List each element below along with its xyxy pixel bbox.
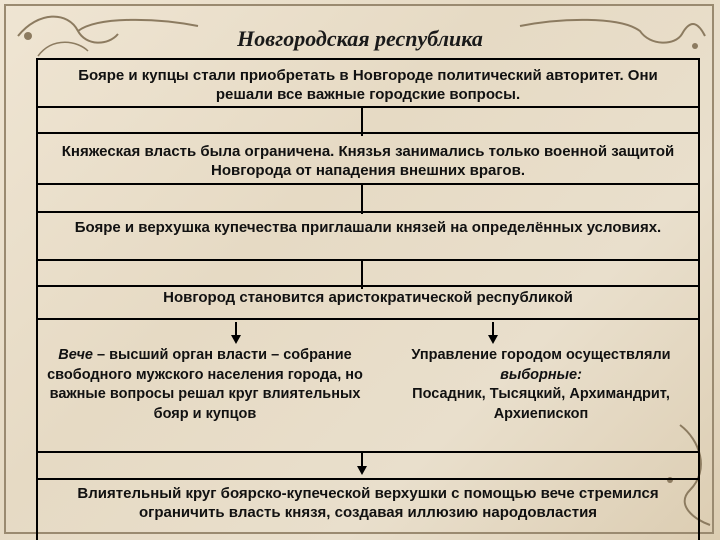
- separator-7: [36, 318, 700, 320]
- connector-3: [361, 259, 363, 289]
- separator-3: [36, 183, 700, 185]
- box-elected-officials: [406, 346, 676, 424]
- separator-9: [36, 478, 700, 480]
- officials-elected-term: выборные:: [500, 366, 582, 383]
- veche-term: Вече: [58, 347, 93, 363]
- box-conclusion: Влиятельный круг боярско-купеческой верхушки с помощью вече стремился ограничить власть князя, создавая иллюзию народовластия: [77, 485, 659, 521]
- separator-6: [36, 285, 700, 287]
- box-inviting-princes: Бояре и верхушка купечества приглашали князей на определённых условиях.: [74, 219, 662, 236]
- separator-4: [36, 211, 700, 213]
- separator-1: [36, 106, 700, 108]
- officials-intro: Управление городом осуществляли: [411, 347, 671, 363]
- page-title: Новгородская республика: [237, 26, 483, 51]
- box-boyars-merchants: Бояре и купцы стали приобретать в Новгороде политический авторитет. Они решали все важные городские вопросы.: [78, 67, 658, 103]
- officials-list: Посадник, Тысяцкий, Архимандрит, Архиепископ: [412, 386, 670, 422]
- separator-5: [36, 259, 700, 261]
- box-veche: [44, 346, 366, 424]
- arrow-bottom-head-icon: [357, 466, 367, 475]
- box-princely-power: Княжеская власть была ограничена. Князья занимались только военной защитой Новгорода от нападения внешних врагов.: [61, 143, 675, 179]
- veche-description: – высший орган власти – собрание свободного мужского населения города, но важные вопросы решал круг влиятельных бояр и купцов: [47, 347, 363, 422]
- separator-8: [36, 451, 700, 453]
- connector-2: [361, 183, 363, 214]
- box-aristocratic-republic: Новгород становится аристократической республикой: [163, 289, 573, 306]
- arrow-left-head-icon: [231, 335, 241, 344]
- connector-1: [361, 106, 363, 136]
- arrow-right-head-icon: [488, 335, 498, 344]
- separator-2: [36, 132, 700, 134]
